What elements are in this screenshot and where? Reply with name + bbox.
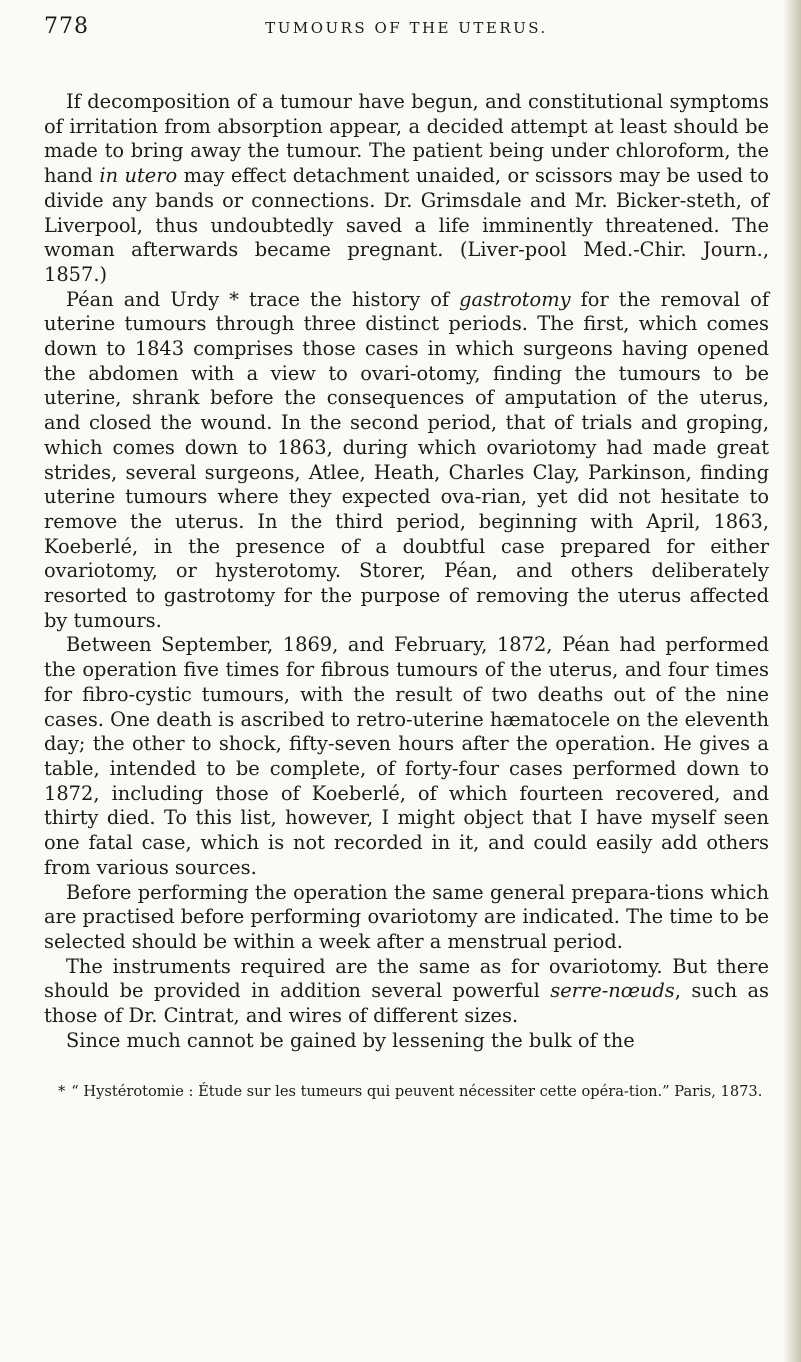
paragraph-text: If decomposition of a tumour have begun, and constitutional symptoms of irritation from absorption appear, a decided attempt at least should be made to bring away the tumour. The patient being under chloroform, the hand xyxy=(44,90,769,188)
italic-term: serre-nœuds xyxy=(550,979,675,1003)
footnote-text: “ Hystérotomie : Étude sur les tumeurs qui peuvent nécessiter cette opéra-tion.” Paris, 1873. xyxy=(71,1083,763,1101)
paragraph-text: Before performing the operation the same general prepara-tions which are practised before performing ovariotomy are indicated. The time to be selected should be within a week after a menstrual period. xyxy=(44,880,769,953)
paragraph-text: Between September, 1869, and February, 1872, Péan had performed the operation five times for fibrous tumours of the uterus, and four times for fibro-cystic tumours, with the result of two deaths out of the nine cases. One death is ascribed to retro-uterine hæmatocele on the eleventh day; the other to shock, fifty-seven hours after the operation. He gives a table, intended to be complete, of forty-four cases performed down to 1872, including those of Koeberlé, of which fourteen recovered, and thirty died. To this list, however, I might object that I have myself seen one fatal case, which is not recorded in it, and could easily add others from various sources. xyxy=(44,633,769,879)
paragraph-text: The instruments required are the same as for ovariotomy. But there should be provided in addition several powerful xyxy=(44,954,769,1003)
book-page xyxy=(44,14,769,1102)
paragraph-p5 xyxy=(44,955,769,1029)
footnote xyxy=(44,1081,769,1102)
italic-term: in utero xyxy=(99,164,178,188)
footnote-paragraph xyxy=(44,1081,769,1102)
paragraph-text: Since much cannot be gained by lessening the bulk of the xyxy=(66,1028,635,1052)
paragraph-p1 xyxy=(44,90,769,288)
page-number: 778 xyxy=(44,14,89,39)
paragraph-text: , such as those of Dr. Cintrat, and wires of different sizes. xyxy=(44,979,770,1028)
paragraph-p3 xyxy=(44,633,769,880)
footnote-marker: * xyxy=(58,1083,66,1101)
paragraph-text: for the removal of uterine tumours through three distinct periods. The first, which comes down to 1843 comprises those cases in which surgeons having opened the abdomen with a view to ovari-otomy, finding the tumours to be uterine, shrank before the consequences of amputation of the uterus, and closed the wound. In the second period, that of trials and groping, which comes down to 1863, during which ovariotomy had made great strides, several surgeons, Atlee, Heath, Charles Clay, Parkinson, finding uterine tumours where they expected ova-rian, yet did not hesitate to remove the uterus. In the third period, beginning with April, 1863, Koeberlé, in the presence of a doubtful case prepared for either ovariotomy, or hysterotomy. Storer, Péan, and others deliberately resorted to gastrotomy for the purpose of removing the uterus affected by tumours. xyxy=(44,287,769,632)
paragraph-text: Péan and Urdy * trace the history of xyxy=(66,287,460,311)
paragraph-text: may effect detachment unaided, or scissors may be used to divide any bands or connections. Dr. Grimsdale and Mr. Bicker-steth, of Liverpool, thus undoubtedly saved a life imminently threatened. The woman afterwards became pregnant. (Liver-pool Med.-Chir. Journ., 1857.) xyxy=(44,164,769,286)
paragraph-p6 xyxy=(44,1029,769,1054)
body-text xyxy=(44,90,769,1053)
paragraph-p4 xyxy=(44,881,769,955)
italic-term: gastrotomy xyxy=(459,287,571,311)
page-header xyxy=(44,14,769,50)
paragraph-p2 xyxy=(44,288,769,634)
page-edge-shadow xyxy=(783,0,801,1362)
running-title: TUMOURS OF THE UTERUS. xyxy=(265,19,548,37)
